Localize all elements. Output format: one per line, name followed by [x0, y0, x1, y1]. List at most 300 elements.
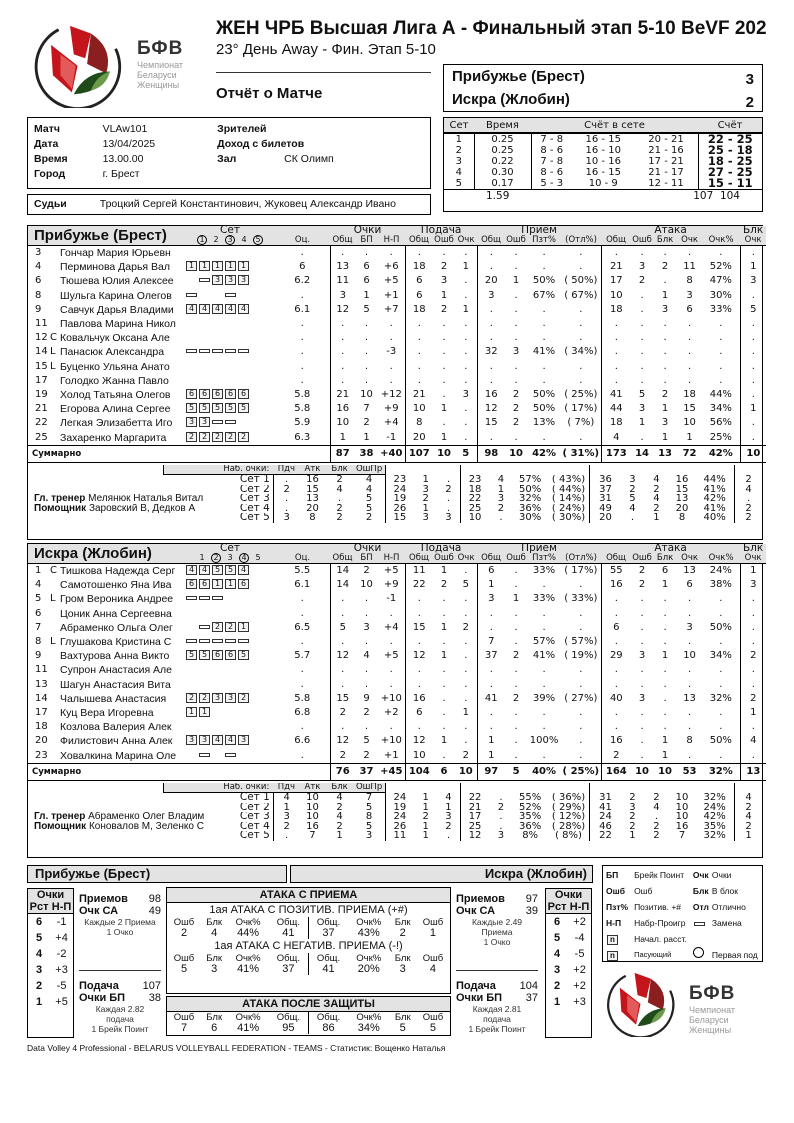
set-stat-r-0: 25	[468, 821, 482, 832]
player-number: 12	[35, 332, 48, 344]
nab-value: .	[285, 831, 289, 841]
starting-position: 3	[225, 275, 236, 285]
set-stat-b: 2	[745, 513, 752, 523]
stat-s-0: .	[417, 636, 421, 648]
player-name: Перминова Дарья Вал	[60, 261, 170, 274]
empty-set-slot	[238, 317, 249, 331]
home-srv-note1: Каждая 2.82	[95, 1004, 145, 1014]
set-stat-a-0: 41	[599, 802, 612, 813]
stat-r-2: .	[542, 360, 546, 372]
first-serve-circle-icon	[693, 947, 704, 958]
stat-s-0: 8	[416, 417, 423, 429]
stat-a-3: .	[687, 346, 692, 358]
partial-16: 16 - 15	[585, 167, 621, 178]
total-p-0: 76	[330, 763, 355, 780]
home-rotation-table	[27, 888, 74, 1038]
stat-p-0: .	[341, 607, 345, 619]
player-name: Ховалкина Марина Оле	[60, 749, 177, 762]
stat-s-1: 2	[440, 261, 448, 273]
result-box	[443, 64, 763, 112]
stat-p-1: 1	[363, 289, 370, 301]
set-stat-a-4: 32%	[695, 793, 735, 803]
stat-r-3: .	[561, 431, 601, 446]
stat-p-0: .	[341, 247, 345, 258]
stat-s-2: 5	[455, 578, 477, 592]
player-rating: .	[275, 246, 330, 261]
divider	[216, 72, 431, 73]
stat-block: 1	[750, 707, 757, 719]
total-r-3: ( 31%)	[561, 445, 601, 462]
set-stat-a-3: 10	[675, 802, 689, 813]
starting-position: 1	[238, 622, 249, 632]
stat-s-2: .	[455, 289, 477, 303]
label-match: Матч	[34, 123, 60, 135]
stat-a-0: 18	[609, 417, 623, 429]
partial-16: 16 - 15	[585, 134, 621, 145]
stat-a-4: .	[702, 635, 740, 649]
rot-points-header: Очки	[546, 889, 591, 901]
legend-value: Брейк Поинт	[634, 870, 685, 880]
player-rating: .	[275, 317, 330, 331]
set-stat-s-2: .	[437, 504, 460, 514]
player-role	[50, 706, 60, 720]
stat-a-0: 29	[609, 650, 623, 662]
starting-position: 4	[199, 304, 210, 314]
attack-reception-box	[166, 887, 451, 994]
stat-s-0: .	[417, 332, 421, 344]
set-stat-a-1: 5	[629, 494, 636, 504]
stat-a-0: 55	[609, 565, 623, 576]
nab-value: 16	[306, 821, 319, 832]
col-group-serve: Подача	[405, 226, 477, 235]
nab-value: 8	[354, 812, 385, 822]
col-points-wl: Н-П	[378, 553, 405, 564]
set-stat-r-3: ( 36%)	[548, 793, 590, 803]
player-row	[28, 345, 766, 359]
total-b: 10	[740, 445, 766, 462]
col-group-set: Сет	[185, 544, 275, 553]
stat-p-2: +10	[378, 692, 405, 706]
atk-col-header: Общ.	[276, 1012, 301, 1023]
stat-block: .	[751, 607, 755, 619]
home-serve-label: Подача	[79, 980, 119, 992]
starting-position: 6	[186, 389, 197, 399]
rotation-row	[546, 994, 591, 1010]
stat-a-1: .	[640, 749, 644, 761]
stat-r-0: 12	[484, 403, 498, 415]
stat-p-1: .	[364, 374, 369, 386]
stat-a-1: .	[640, 289, 644, 301]
stat-s-2: .	[455, 345, 477, 359]
stat-r-1: .	[514, 607, 518, 619]
set-stat-b: 4	[745, 812, 752, 822]
stat-a-0: .	[614, 332, 618, 344]
stat-a-4: 24%	[702, 564, 740, 579]
player-set-positions	[185, 678, 275, 692]
starting-position: 2	[186, 693, 197, 703]
col-serve-total: Общ	[405, 235, 433, 246]
set-time: 0.17	[474, 178, 531, 189]
stat-a-3: 18	[683, 389, 696, 401]
player-rating: .	[275, 374, 330, 388]
total-time: 1.59	[486, 190, 510, 202]
stat-s-1: .	[442, 707, 446, 719]
stat-s-0: 12	[412, 735, 426, 747]
set-time: 0.25	[474, 133, 531, 145]
stat-r-2: .	[542, 247, 546, 258]
stat-s-0: 11	[412, 565, 426, 576]
stat-r-3: .	[561, 621, 601, 635]
player-number: 22	[35, 417, 48, 429]
legend-value2: Очки	[711, 870, 732, 880]
stat-r-1: 2	[512, 389, 520, 401]
atk-value: 34%	[357, 1022, 380, 1034]
stat-a-0: 4	[613, 431, 620, 443]
rotation-wl: +5	[55, 996, 68, 1008]
stat-block: .	[751, 289, 755, 301]
set-time: 0.25	[474, 145, 531, 156]
stat-a-0: .	[614, 593, 618, 605]
set-stat-s-2: 2	[437, 485, 460, 495]
stat-r-1: .	[514, 749, 518, 761]
substitution-icon	[225, 639, 236, 643]
nab-attack-header: Атк	[299, 783, 325, 793]
substitution-icon	[238, 639, 249, 643]
player-rating: 5.8	[275, 692, 330, 706]
set-stat-a-1: 2	[629, 792, 636, 803]
partial-8: 7 - 8	[540, 156, 564, 167]
nab-serve-header: Пдч	[273, 783, 299, 793]
rotation-number: 2	[35, 980, 43, 992]
player-name: Шагун Анастасия Вита	[60, 678, 171, 691]
stat-r-2: .	[542, 303, 546, 315]
player-rating: 6.5	[275, 621, 330, 635]
set-stat-r-1: 3	[497, 831, 505, 841]
empty-set-slot	[199, 331, 210, 345]
stat-p-0: 2	[339, 749, 346, 761]
first-serve-circle-icon: 3	[225, 235, 235, 245]
rot-header: Рст	[547, 901, 567, 913]
stat-p-1: .	[364, 636, 369, 648]
player-set-positions	[185, 416, 275, 430]
atk-value: 41	[308, 964, 348, 975]
player-rating: 6.6	[275, 734, 330, 748]
set-stat-r-2: 57%	[519, 474, 542, 485]
set-stat-a-2: 1	[653, 513, 660, 523]
stat-r-3: ( 25%)	[561, 388, 601, 402]
player-set-positions	[185, 649, 275, 663]
label-city: Город	[34, 168, 66, 180]
set-stat-r-1: 1	[497, 484, 505, 495]
stat-s-2: .	[455, 635, 477, 649]
set-stat-a-3: 15	[675, 484, 689, 495]
stat-r-0: 1	[488, 735, 495, 747]
atk-col-header: Блк	[206, 1012, 223, 1023]
col-rating: Оц.	[275, 553, 330, 564]
player-number: 11	[35, 664, 48, 676]
set-number-label: 4	[241, 235, 247, 244]
set-stat-a-4: 32%	[695, 831, 735, 841]
set-stats-row	[28, 504, 762, 514]
set-stat-r-0: 21	[468, 802, 482, 813]
legend-key	[603, 931, 631, 947]
nab-value: 3	[283, 812, 290, 822]
col-block-pts: Очк	[740, 553, 766, 564]
starting-position: 6	[225, 650, 236, 660]
stat-r-0: .	[489, 678, 493, 690]
atk-col-header: Общ.	[276, 917, 301, 928]
starting-position: 1	[199, 707, 210, 717]
stat-s-2: .	[455, 317, 477, 331]
set-stat-a-1: 3	[629, 802, 636, 813]
set-number-label: 3	[227, 553, 233, 562]
total-a-2: 13	[653, 445, 677, 462]
empty-set-slot	[186, 317, 197, 331]
col-serve-err: Ошб	[434, 553, 454, 563]
away-serve: 104	[519, 980, 538, 992]
empty-set-slot	[225, 331, 236, 345]
stat-r-3: .	[561, 374, 601, 388]
player-name: Филистович Анна Алек	[60, 735, 173, 748]
stat-p-0: .	[341, 374, 345, 386]
empty-set-slot	[186, 663, 197, 677]
stat-p-2: .	[378, 607, 405, 621]
stat-a-4: 32%	[702, 692, 740, 706]
stat-r-3: ( 7%)	[561, 416, 601, 430]
player-number: 6	[35, 607, 42, 619]
set-stat-a-2: .	[654, 812, 659, 822]
total-p-1: 38	[355, 445, 378, 462]
player-row	[28, 331, 766, 345]
stat-p-0: 3	[339, 289, 346, 301]
stat-p-1: .	[364, 360, 369, 372]
starting-position: 2	[212, 432, 223, 442]
starting-position: 2	[199, 432, 210, 442]
total-r-0: 98	[477, 445, 505, 462]
substitution-icon	[199, 349, 210, 353]
stat-a-1: .	[640, 593, 644, 605]
head-coach-name: Абраменко Олег Владим	[88, 812, 205, 822]
player-set-positions	[185, 317, 275, 331]
stat-a-2: .	[663, 346, 667, 358]
player-number: 17	[35, 707, 48, 719]
player-rating: 5.9	[275, 416, 330, 430]
stat-r-3: .	[561, 578, 601, 592]
stat-r-0: 1	[488, 579, 495, 591]
stat-block: 4	[750, 735, 757, 747]
empty-set-slot	[199, 374, 210, 388]
stat-r-0: 41	[484, 692, 498, 704]
stat-p-0: .	[341, 721, 345, 733]
player-name: Козлова Валерия Алек	[60, 721, 172, 734]
total-s-1: 6	[433, 763, 455, 780]
set-stat-r-3: ( 12%)	[548, 812, 590, 822]
substitution-icon	[212, 420, 223, 424]
totals-row	[28, 445, 766, 462]
set-stat-a-1: 2	[629, 484, 636, 495]
hall-value: СК Олимп	[284, 153, 334, 165]
empty-set-slot	[212, 706, 223, 720]
stat-a-2: 1	[661, 579, 669, 591]
nab-value: 15	[306, 484, 319, 495]
summary-home-header	[27, 865, 287, 883]
player-number: 11	[35, 318, 48, 330]
stat-a-0: 16	[609, 735, 623, 747]
player-number: 9	[35, 303, 42, 315]
stat-a-2: 1	[661, 289, 669, 301]
empty-set-slot	[238, 416, 249, 430]
player-name: Буценко Ульяна Анато	[60, 360, 170, 373]
atk-col-header: Общ.	[276, 953, 301, 964]
player-rating: 6.2	[275, 274, 330, 288]
stat-a-3: .	[687, 318, 692, 330]
home-sets-won: 3	[745, 71, 754, 88]
stat-p-1: 2	[363, 565, 370, 576]
stat-a-3: .	[687, 678, 692, 690]
stat-r-0: .	[489, 332, 493, 344]
stat-s-1: 1	[440, 289, 448, 301]
away-receptions: 97	[525, 893, 538, 905]
starting-position: 5	[212, 565, 223, 575]
stat-a-0: .	[614, 318, 618, 330]
set-number-label: 2	[213, 235, 219, 244]
set-stat-a-4: 40%	[695, 513, 735, 523]
set-stat-a-2: 4	[653, 474, 660, 485]
set-label: Сет 3	[211, 812, 274, 822]
empty-set-slot	[238, 720, 249, 734]
nab-value: 1	[283, 802, 290, 813]
player-set-positions	[185, 621, 275, 635]
nab-value: 7	[354, 793, 385, 803]
stat-a-1: .	[640, 707, 644, 719]
player-row	[28, 260, 766, 274]
starting-position: 6	[212, 650, 223, 660]
player-number: 3	[35, 247, 42, 258]
total-p-2: +40	[378, 445, 405, 462]
stat-a-4: .	[702, 331, 740, 345]
referees-value: Троцкий Сергей Константинович, Жуковец Александр Ивано	[99, 198, 396, 210]
player-role	[50, 289, 60, 303]
nab-value: 10	[306, 812, 319, 822]
stat-r-0: .	[489, 721, 493, 733]
stat-p-1: .	[364, 678, 369, 690]
stat-a-1: .	[640, 374, 644, 386]
stat-p-2: +4	[378, 416, 405, 430]
stat-r-0: .	[489, 621, 493, 633]
stat-s-2: .	[455, 678, 477, 692]
home-team-name: Прибужье (Брест)	[452, 68, 585, 85]
stat-a-2: 3	[661, 303, 669, 315]
stat-s-0: 18	[412, 261, 426, 273]
atk-value: 41	[282, 927, 295, 939]
player-name: Тишкова Надежда Серг	[60, 565, 176, 577]
player-number: 15	[35, 360, 48, 372]
player-role	[50, 246, 60, 261]
empty-set-slot	[225, 706, 236, 720]
stat-a-3: 8	[686, 275, 693, 287]
player-role	[50, 317, 60, 331]
col-points-total: Общ	[330, 553, 355, 564]
stat-a-0: 17	[609, 275, 623, 287]
player-role	[50, 374, 60, 388]
atk-value: 95	[282, 1022, 295, 1034]
stat-r-1: .	[514, 431, 518, 443]
result-away	[444, 88, 762, 114]
logo-emblem-icon	[32, 16, 127, 108]
player-role: C	[50, 565, 57, 576]
atk-value: 20%	[357, 963, 380, 975]
player-number: 17	[35, 374, 48, 386]
stat-s-0: 16	[412, 692, 426, 704]
atk-col-header: Очк%	[356, 917, 382, 928]
stat-r-1: .	[514, 565, 518, 576]
starting-position: 4	[225, 304, 236, 314]
stat-a-3: 8	[686, 735, 693, 747]
stat-p-2: -1	[378, 592, 405, 606]
starting-position: 2	[199, 693, 210, 703]
stat-s-0: .	[417, 664, 421, 676]
set-stat-r-2: 36%	[519, 503, 542, 514]
stat-p-2: +5	[378, 649, 405, 663]
report-title: Отчёт о Матче	[216, 85, 323, 102]
home-rec-note2: 1 Очко	[106, 927, 134, 937]
away-srv-note1: Каждая 2.81	[472, 1004, 522, 1014]
starting-position: 6	[212, 389, 223, 399]
player-role	[50, 734, 60, 748]
stat-a-2: 6	[661, 565, 669, 576]
set-stat-b: 2	[745, 474, 752, 485]
head-coach-label: Гл. тренер	[34, 812, 86, 822]
stat-r-3: .	[561, 607, 601, 621]
stat-a-3: 6	[686, 303, 693, 315]
stat-a-2: .	[663, 593, 667, 605]
stat-s-0: .	[417, 247, 421, 258]
empty-set-slot	[186, 331, 197, 345]
set-stat-r-3: ( 44%)	[548, 485, 590, 495]
legend-value2	[712, 931, 761, 947]
stat-a-3: 10	[683, 650, 696, 662]
stat-a-4: .	[702, 374, 740, 388]
player-role	[50, 260, 60, 274]
player-rating: .	[275, 635, 330, 649]
starting-position: 5	[238, 650, 249, 660]
total-s-2: 5	[455, 445, 477, 462]
legend-key: Пзт%	[606, 902, 629, 912]
empty-set-slot	[238, 607, 249, 621]
stat-r-1: .	[514, 374, 518, 386]
set-stat-r-2: 8%	[522, 831, 539, 841]
player-rating: 5.8	[275, 402, 330, 416]
stat-a-0: 40	[609, 692, 623, 704]
stat-block: .	[751, 621, 755, 633]
set-stat-s-2: 4	[437, 793, 460, 803]
total-a-2: 10	[653, 763, 677, 780]
rotation-number: 4	[35, 948, 43, 960]
atk-value: 37	[282, 963, 295, 975]
starting-position: 1	[212, 579, 223, 589]
player-name: Тюшева Юлия Алексее	[60, 275, 174, 288]
stat-block: 2	[750, 650, 757, 662]
empty-set-slot	[186, 607, 197, 621]
stat-a-4: 25%	[702, 431, 740, 446]
starting-position: 3	[199, 735, 210, 745]
stat-r-0: 20	[484, 275, 498, 287]
stat-s-2: 1	[455, 706, 477, 720]
atk-value: 4	[429, 963, 436, 975]
player-set-positions	[185, 246, 275, 261]
set-number: 4	[444, 167, 474, 178]
rotation-row	[28, 978, 73, 994]
